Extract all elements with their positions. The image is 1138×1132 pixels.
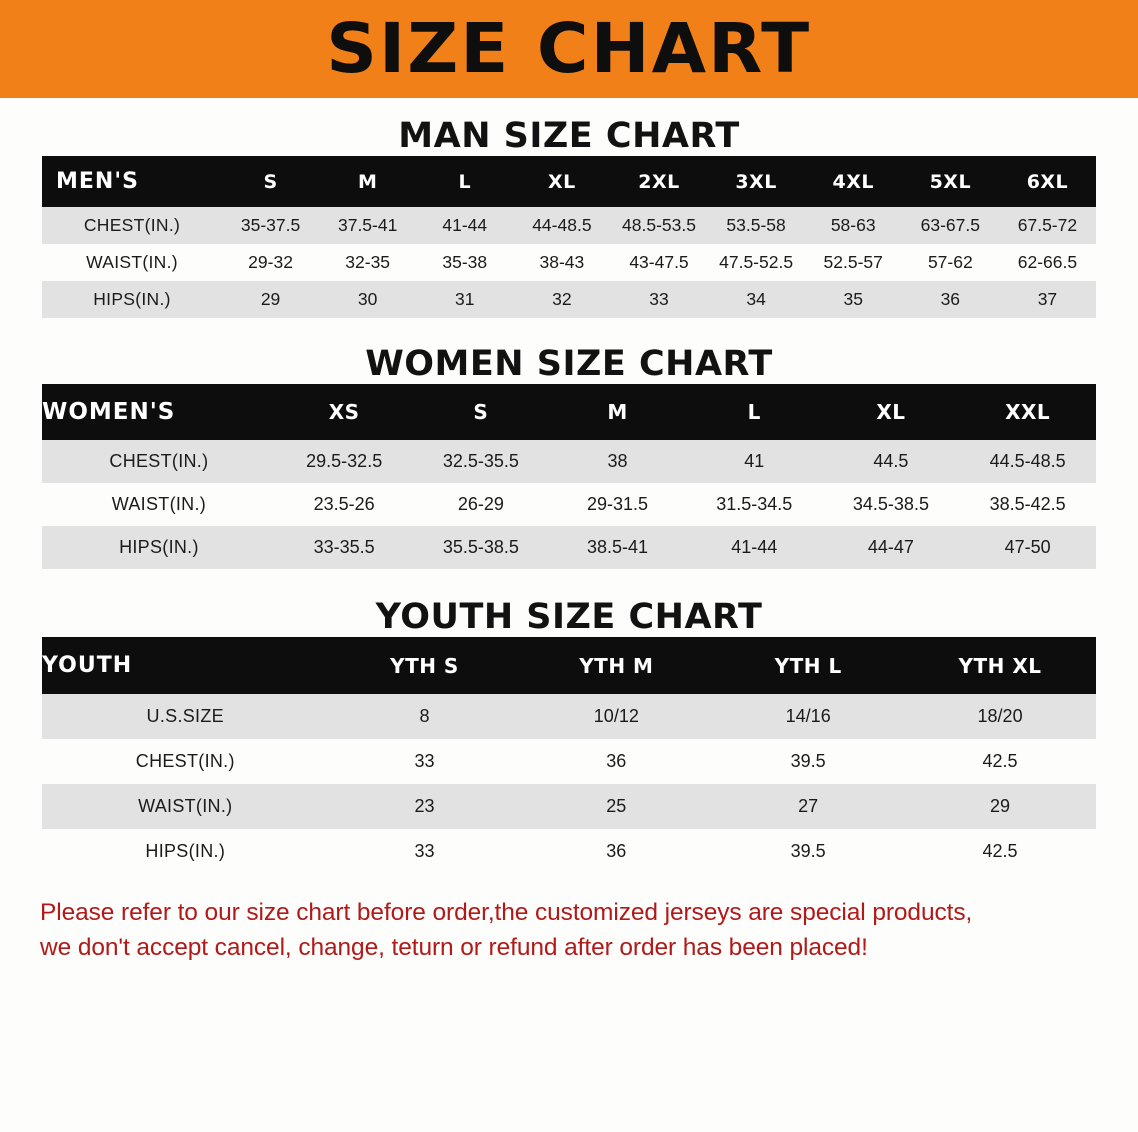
youth-cell-0-1: 10/12 xyxy=(520,694,712,739)
man-cell-1-3: 38-43 xyxy=(513,244,610,281)
man-cell-1-7: 57-62 xyxy=(902,244,999,281)
women-col-2: M xyxy=(549,384,686,440)
table-row xyxy=(42,829,1096,874)
man-table-body xyxy=(42,207,1096,318)
youth-cell-1-0: 33 xyxy=(329,739,521,784)
youth-section-heading: YOUTH SIZE CHART xyxy=(375,597,763,637)
women-cell-2-0: 33-35.5 xyxy=(276,526,413,569)
youth-cell-3-0: 33 xyxy=(329,829,521,874)
table-row xyxy=(42,483,1096,526)
man-cell-2-8: 37 xyxy=(999,281,1096,318)
youth-row-3-label: HIPS(IN.) xyxy=(42,829,329,874)
women-table-body xyxy=(42,440,1096,569)
man-cell-0-3: 44-48.5 xyxy=(513,207,610,244)
man-cell-0-1: 37.5-41 xyxy=(319,207,416,244)
man-cell-1-5: 47.5-52.5 xyxy=(708,244,805,281)
women-cell-1-0: 23.5-26 xyxy=(276,483,413,526)
man-section-heading: MAN SIZE CHART xyxy=(398,116,740,156)
table-row xyxy=(42,694,1096,739)
man-col-6: 4XL xyxy=(805,156,902,207)
man-cell-1-6: 52.5-57 xyxy=(805,244,902,281)
youth-cell-0-2: 14/16 xyxy=(712,694,904,739)
man-cell-1-4: 43-47.5 xyxy=(610,244,707,281)
youth-col-3: YTH XL xyxy=(904,637,1096,694)
man-cell-2-0: 29 xyxy=(222,281,319,318)
man-col-4: 2XL xyxy=(610,156,707,207)
man-cell-1-1: 32-35 xyxy=(319,244,416,281)
youth-cell-0-0: 8 xyxy=(329,694,521,739)
man-col-7: 5XL xyxy=(902,156,999,207)
table-row xyxy=(42,281,1096,318)
man-cell-2-4: 33 xyxy=(610,281,707,318)
women-cell-1-3: 31.5-34.5 xyxy=(686,483,823,526)
man-cell-1-0: 29-32 xyxy=(222,244,319,281)
man-table-header xyxy=(42,156,1096,207)
women-col-0: XS xyxy=(276,384,413,440)
women-cell-0-5: 44.5-48.5 xyxy=(959,440,1096,483)
table-row xyxy=(42,244,1096,281)
man-cell-0-7: 63-67.5 xyxy=(902,207,999,244)
man-cell-2-2: 31 xyxy=(416,281,513,318)
man-cell-0-0: 35-37.5 xyxy=(222,207,319,244)
man-cell-0-5: 53.5-58 xyxy=(708,207,805,244)
man-cell-0-8: 67.5-72 xyxy=(999,207,1096,244)
youth-cell-3-1: 36 xyxy=(520,829,712,874)
man-corner-label: MEN'S xyxy=(42,156,222,207)
women-corner-label: WOMEN'S xyxy=(42,384,276,440)
man-col-8: 6XL xyxy=(999,156,1096,207)
youth-cell-1-2: 39.5 xyxy=(712,739,904,784)
women-col-3: L xyxy=(686,384,823,440)
man-cell-2-3: 32 xyxy=(513,281,610,318)
man-table-wrap xyxy=(0,156,1138,318)
women-section-heading: WOMEN SIZE CHART xyxy=(365,344,773,384)
man-cell-2-5: 34 xyxy=(708,281,805,318)
man-col-0: S xyxy=(222,156,319,207)
table-row xyxy=(42,526,1096,569)
women-row-0-label: CHEST(IN.) xyxy=(42,440,276,483)
table-header-row xyxy=(42,637,1096,694)
disclaimer-line-2: we don't accept cancel, change, teturn or refund after order has been placed! xyxy=(40,933,868,961)
youth-col-2: YTH L xyxy=(712,637,904,694)
youth-cell-0-3: 18/20 xyxy=(904,694,1096,739)
women-cell-2-3: 41-44 xyxy=(686,526,823,569)
youth-cell-2-0: 23 xyxy=(329,784,521,829)
women-cell-1-1: 26-29 xyxy=(413,483,550,526)
man-row-2-label: HIPS(IN.) xyxy=(42,281,222,318)
man-cell-2-1: 30 xyxy=(319,281,416,318)
women-cell-0-1: 32.5-35.5 xyxy=(413,440,550,483)
women-size-table xyxy=(42,384,1096,569)
man-cell-0-2: 41-44 xyxy=(416,207,513,244)
man-cell-0-4: 48.5-53.5 xyxy=(610,207,707,244)
man-row-0-label: CHEST(IN.) xyxy=(42,207,222,244)
disclaimer-note xyxy=(40,896,1098,966)
youth-table-wrap xyxy=(0,637,1138,874)
man-cell-1-8: 62-66.5 xyxy=(999,244,1096,281)
man-col-2: L xyxy=(416,156,513,207)
women-cell-1-4: 34.5-38.5 xyxy=(823,483,960,526)
youth-row-1-label: CHEST(IN.) xyxy=(42,739,329,784)
women-cell-0-0: 29.5-32.5 xyxy=(276,440,413,483)
man-cell-1-2: 35-38 xyxy=(416,244,513,281)
youth-table-header xyxy=(42,637,1096,694)
women-cell-2-2: 38.5-41 xyxy=(549,526,686,569)
man-row-1-label: WAIST(IN.) xyxy=(42,244,222,281)
disclaimer-line-1: Please refer to our size chart before order,the customized jerseys are special products, xyxy=(40,899,973,926)
youth-col-1: YTH M xyxy=(520,637,712,694)
youth-table-body xyxy=(42,694,1096,874)
youth-corner-label: YOUTH xyxy=(42,637,329,694)
table-row xyxy=(42,207,1096,244)
women-col-5: XXL xyxy=(959,384,1096,440)
women-col-1: S xyxy=(413,384,550,440)
man-col-1: M xyxy=(319,156,416,207)
man-col-5: 3XL xyxy=(708,156,805,207)
table-row xyxy=(42,784,1096,829)
table-header-row xyxy=(42,156,1096,207)
youth-cell-3-2: 39.5 xyxy=(712,829,904,874)
women-cell-0-4: 44.5 xyxy=(823,440,960,483)
women-col-4: XL xyxy=(823,384,960,440)
youth-cell-3-3: 42.5 xyxy=(904,829,1096,874)
youth-cell-2-1: 25 xyxy=(520,784,712,829)
page-banner xyxy=(0,0,1138,98)
women-table-wrap xyxy=(0,384,1138,569)
women-cell-2-1: 35.5-38.5 xyxy=(413,526,550,569)
women-cell-0-3: 41 xyxy=(686,440,823,483)
women-cell-2-4: 44-47 xyxy=(823,526,960,569)
women-cell-0-2: 38 xyxy=(549,440,686,483)
youth-cell-2-3: 29 xyxy=(904,784,1096,829)
women-table-header xyxy=(42,384,1096,440)
man-cell-0-6: 58-63 xyxy=(805,207,902,244)
youth-cell-1-1: 36 xyxy=(520,739,712,784)
youth-col-0: YTH S xyxy=(329,637,521,694)
youth-size-table xyxy=(42,637,1096,874)
youth-cell-1-3: 42.5 xyxy=(904,739,1096,784)
table-row xyxy=(42,739,1096,784)
youth-cell-2-2: 27 xyxy=(712,784,904,829)
women-cell-2-5: 47-50 xyxy=(959,526,1096,569)
women-row-2-label: HIPS(IN.) xyxy=(42,526,276,569)
youth-row-2-label: WAIST(IN.) xyxy=(42,784,329,829)
women-cell-1-2: 29-31.5 xyxy=(549,483,686,526)
women-row-1-label: WAIST(IN.) xyxy=(42,483,276,526)
page-title: SIZE CHART xyxy=(326,8,812,89)
women-cell-1-5: 38.5-42.5 xyxy=(959,483,1096,526)
table-row xyxy=(42,440,1096,483)
man-cell-2-7: 36 xyxy=(902,281,999,318)
man-col-3: XL xyxy=(513,156,610,207)
man-size-table xyxy=(42,156,1096,318)
youth-row-0-label: U.S.SIZE xyxy=(42,694,329,739)
table-header-row xyxy=(42,384,1096,440)
man-cell-2-6: 35 xyxy=(805,281,902,318)
